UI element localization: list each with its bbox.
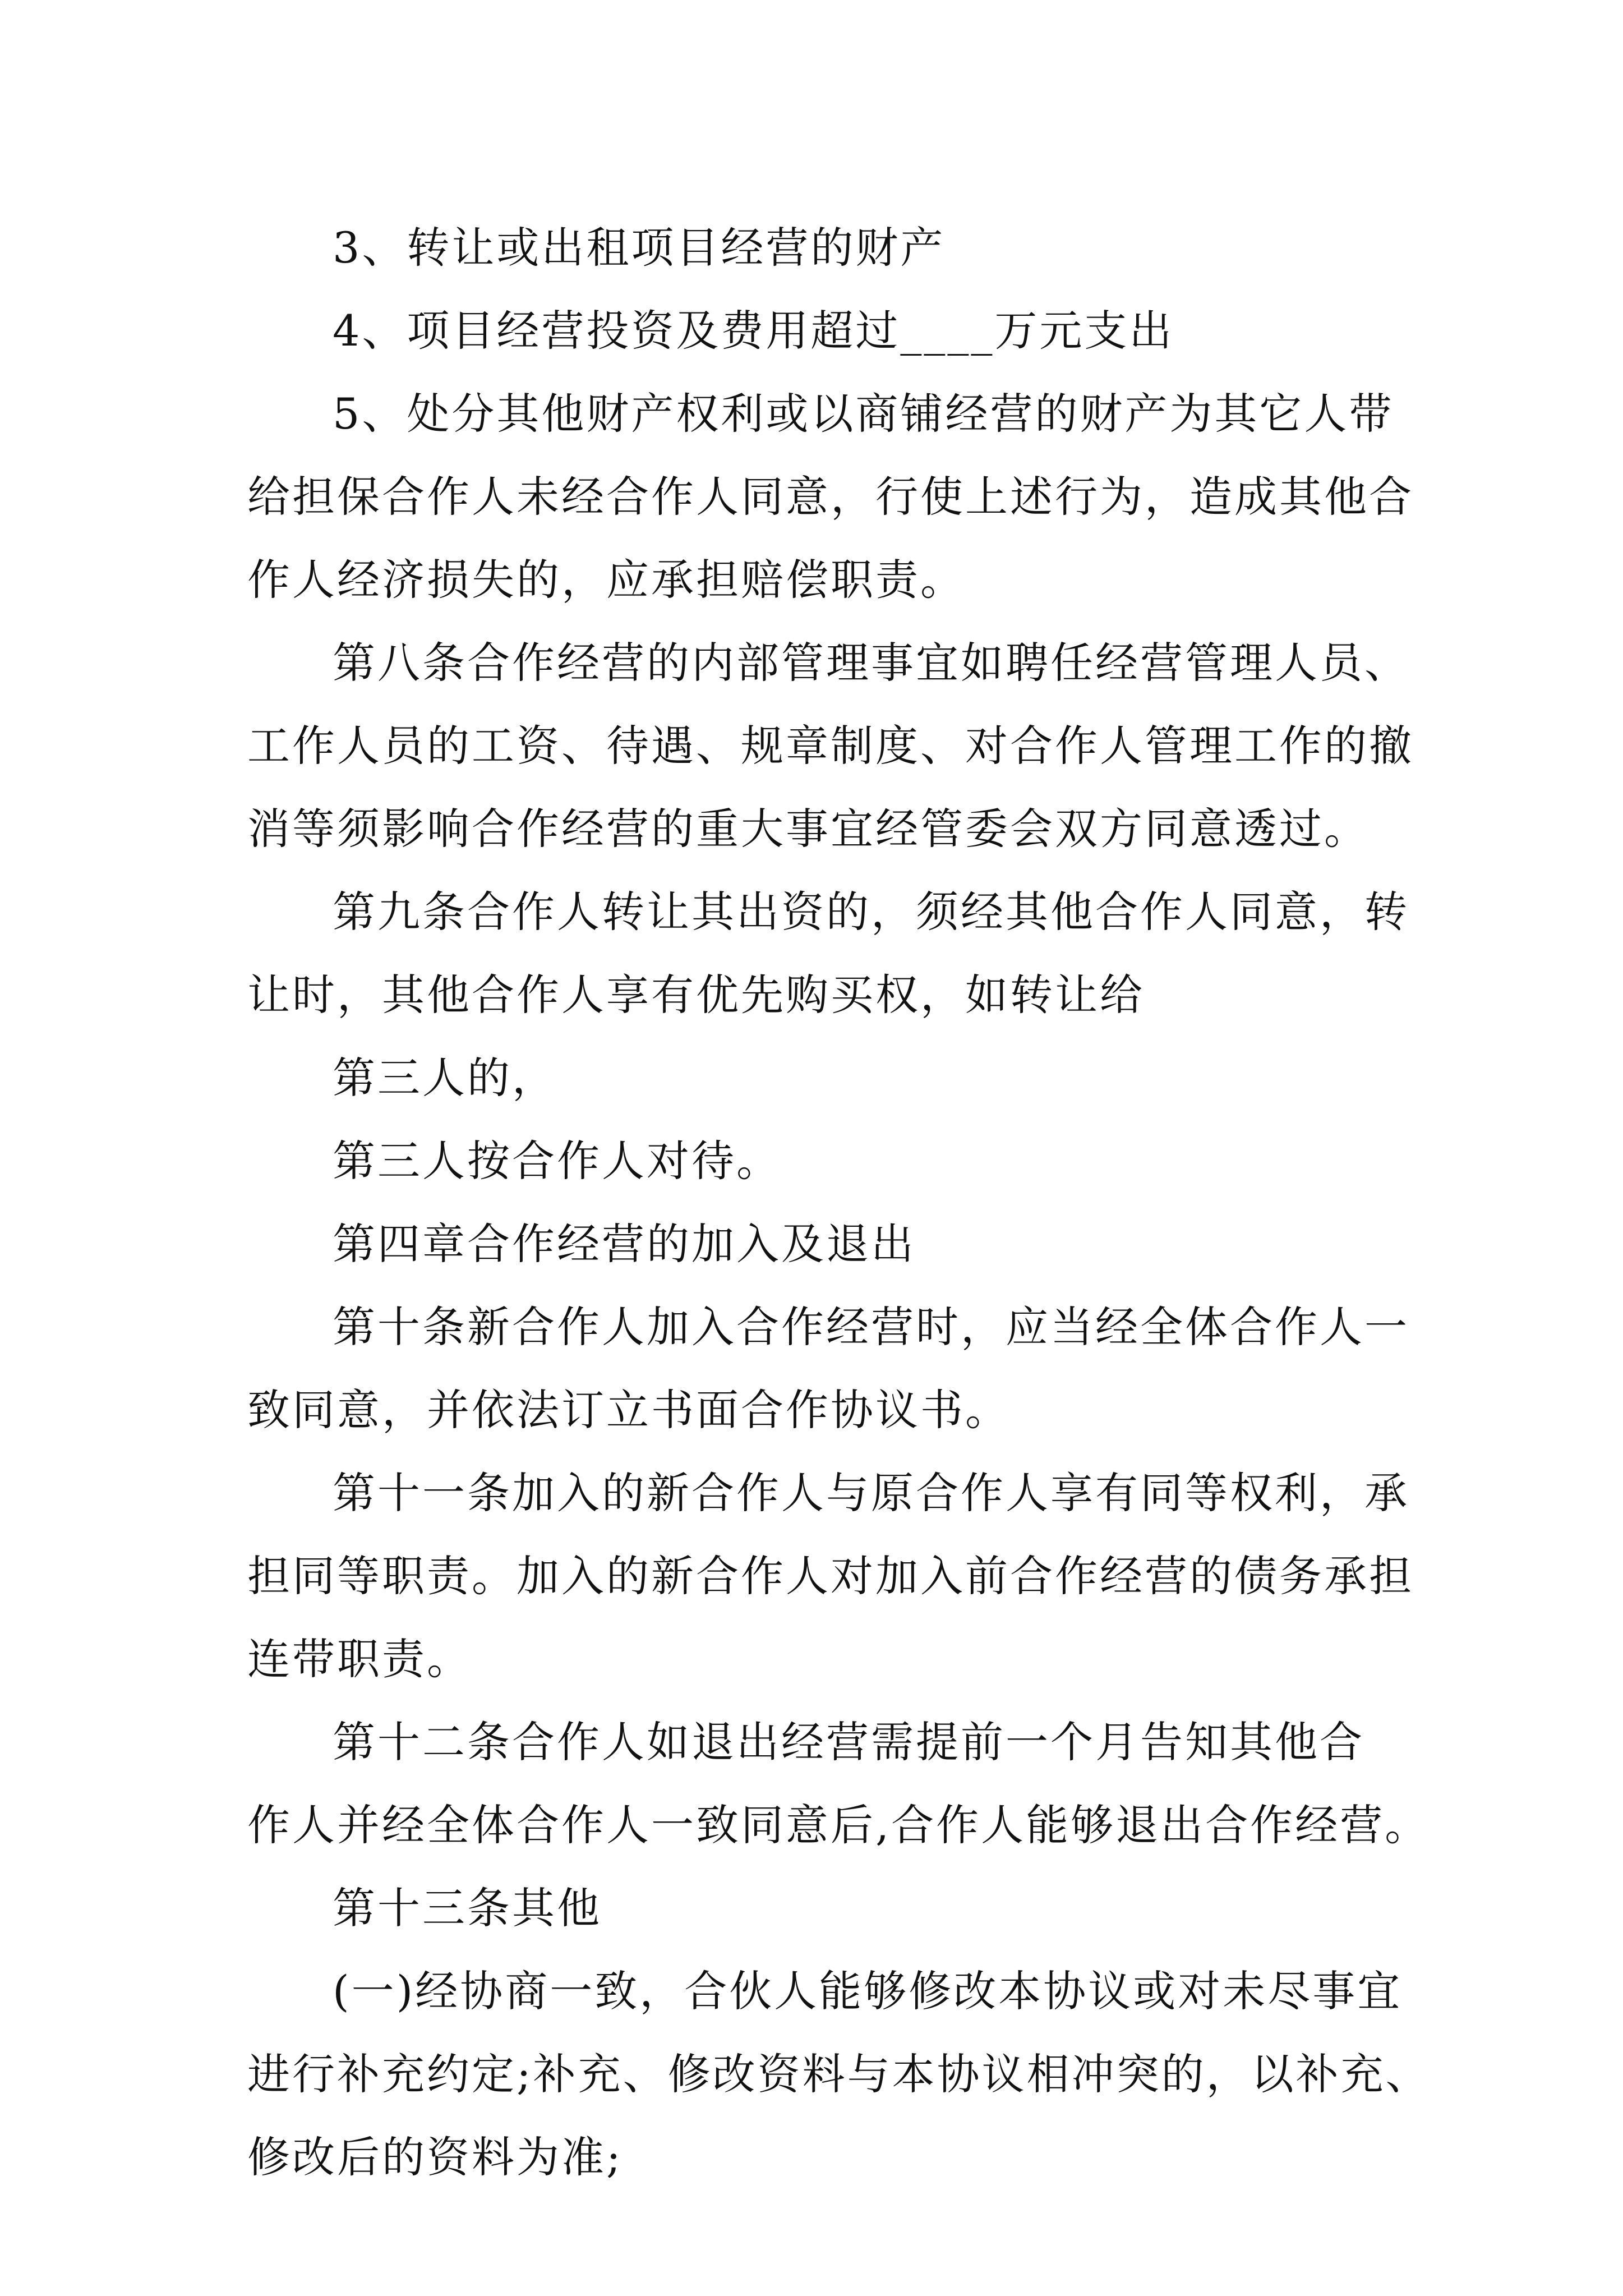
- document-text-line: 致同意，并依法订立书面合作协议书。: [247, 1385, 1010, 1435]
- document-text-line: 第三人按合作人对待。: [333, 1136, 781, 1186]
- document-text-line: 第八条合作经营的内部管理事宜如聘任经营管理人员、: [333, 638, 1409, 688]
- document-text-line: (一)经协商一致，合伙人能够修改本协议或对未尽事宜: [333, 1966, 1403, 2016]
- document-text-line: 第三人的，: [333, 1053, 557, 1103]
- document-text-line: 4、项目经营投资及费用超过____万元支出: [333, 306, 1174, 356]
- document-text-line: 作人经济损失的，应承担赔偿职责。: [247, 555, 965, 605]
- document-text-line: 消等须影响合作经营的重大事宜经管委会双方同意透过。: [247, 804, 1369, 854]
- document-text-line: 第十一条加入的新合作人与原合作人享有同等权利，承: [333, 1468, 1409, 1518]
- document-text-line: 5、处分其他财产权利或以商铺经营的财产为其它人带: [333, 389, 1394, 439]
- document-text-line: 让时，其他合作人享有优先购买权，如转让给: [247, 970, 1145, 1020]
- document-text-line: 担同等职责。加入的新合作人对加入前合作经营的债务承担: [247, 1551, 1414, 1601]
- document-text-line: 第十条新合作人加入合作经营时，应当经全体合作人一: [333, 1302, 1409, 1352]
- document-text-line: 连带职责。: [247, 1634, 472, 1684]
- document-text-line: 第十三条其他: [333, 1883, 602, 1933]
- document-text-line: 进行补充约定;补充、修改资料与本协议相冲突的，以补充、: [247, 2049, 1431, 2099]
- document-text-line: 修改后的资料为准;: [247, 2132, 623, 2182]
- document-body: [247, 206, 1431, 2199]
- document-text-line: 第九条合作人转让其出资的，须经其他合作人同意，转: [333, 887, 1409, 937]
- document-text-line: 给担保合作人未经合作人同意，行使上述行为，造成其他合: [247, 472, 1414, 522]
- document-text-line: 第十二条合作人如退出经营需提前一个月告知其他合: [333, 1717, 1364, 1767]
- document-text-line: 工作人员的工资、待遇、规章制度、对合作人管理工作的撤: [247, 721, 1414, 771]
- document-text-line: 3、转让或出租项目经营的财产: [333, 223, 946, 273]
- document-text-line: 作人并经全体合作人一致同意后,合作人能够退出合作经营。: [247, 1800, 1430, 1850]
- document-text-line: 第四章合作经营的加入及退出: [333, 1219, 916, 1269]
